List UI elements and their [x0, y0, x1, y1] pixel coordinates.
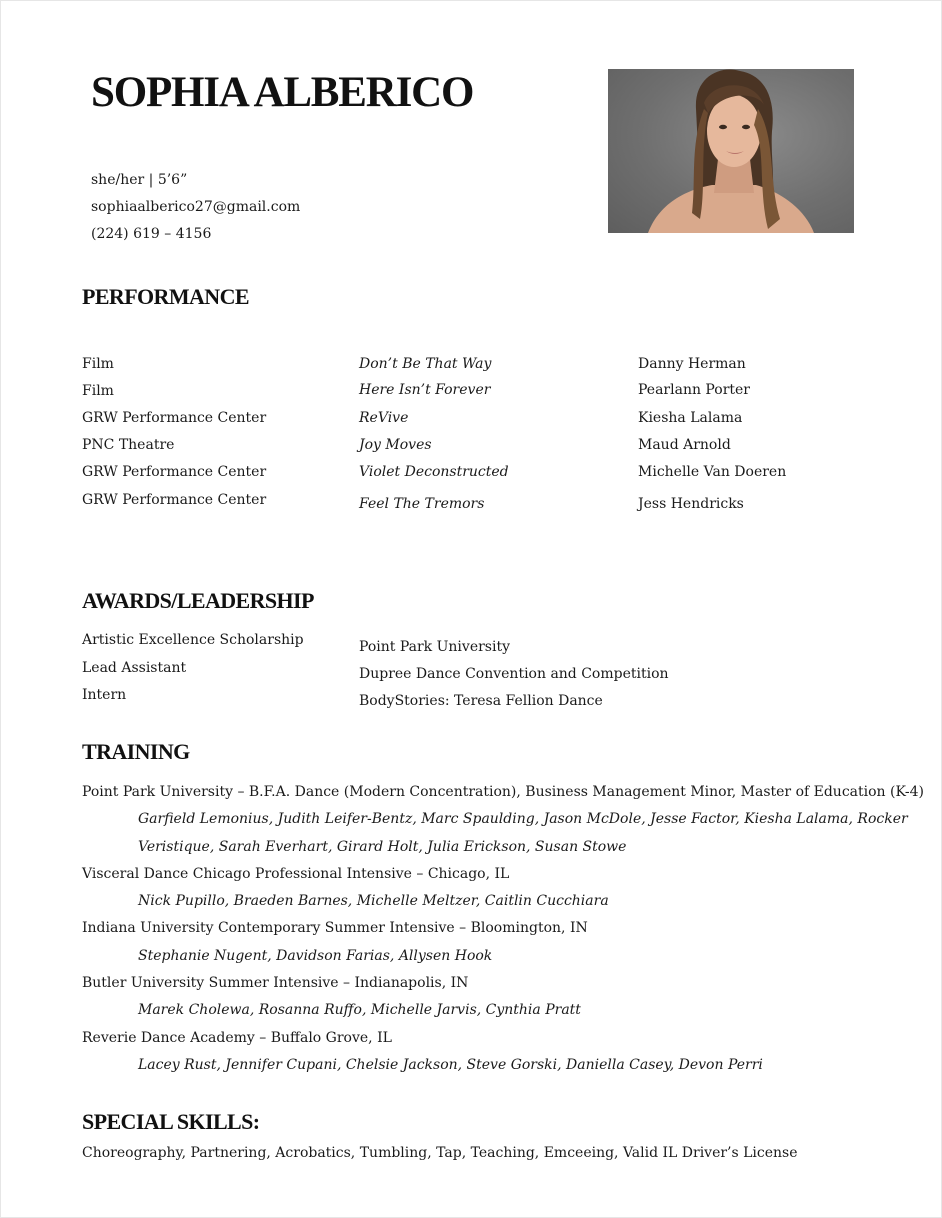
- performance-choreographer: Kiesha Lalama: [638, 410, 743, 426]
- award-role: Intern: [82, 687, 127, 703]
- email: sophiaalberico27@gmail.com: [91, 199, 301, 215]
- training-heading: TRAINING: [82, 739, 190, 764]
- performance-piece: Violet Deconstructed: [359, 464, 509, 480]
- performance-choreographer: Pearlann Porter: [638, 382, 750, 398]
- performance-venue: Film: [82, 356, 114, 372]
- training-instructors: Veristique, Sarah Everhart, Girard Holt, Julia Erickson, Susan Stowe: [138, 838, 627, 855]
- skills-text: Choreography, Partnering, Acrobatics, Tumbling, Tap, Teaching, Emceeing, Valid IL Driver’s License: [82, 1145, 798, 1161]
- award-organization: Point Park University: [359, 639, 510, 655]
- training-instructors: Nick Pupillo, Braeden Barnes, Michelle Meltzer, Caitlin Cucchiara: [138, 893, 609, 910]
- performance-venue: Film: [82, 383, 114, 399]
- performance-piece: Joy Moves: [359, 437, 432, 453]
- contact-block: [91, 167, 300, 248]
- award-role: Lead Assistant: [82, 660, 187, 676]
- performance-choreographer: Maud Arnold: [638, 437, 731, 453]
- training-instructors: Stephanie Nugent, Davidson Farias, Allysen Hook: [138, 947, 493, 964]
- performance-venue: PNC Theatre: [82, 437, 175, 453]
- pronouns-height: she/her | 5’6”: [91, 172, 188, 188]
- award-role: Artistic Excellence Scholarship: [82, 632, 304, 648]
- resume-name: SOPHIA ALBERICO: [91, 69, 474, 116]
- training-program: Indiana University Contemporary Summer Intensive – Bloomington, IN: [82, 920, 588, 937]
- performance-piece: Here Isn’t Forever: [359, 382, 491, 398]
- performance-piece: ReVive: [359, 410, 409, 426]
- performance-choreographer: Danny Herman: [638, 356, 746, 372]
- awards-heading: AWARDS/LEADERSHIP: [82, 588, 314, 613]
- training-program: Reverie Dance Academy – Buffalo Grove, IL: [82, 1029, 392, 1046]
- training-list: [82, 779, 924, 1079]
- performance-piece: Feel The Tremors: [359, 496, 485, 512]
- training-program: Point Park University – B.F.A. Dance (Modern Concentration), Business Management Minor, Master of Education (K-4): [82, 784, 925, 800]
- performance-heading: PERFORMANCE: [82, 284, 249, 309]
- performance-choreographer: Michelle Van Doeren: [638, 464, 787, 480]
- training-instructors: Garfield Lemonius, Judith Leifer-Bentz, Marc Spaulding, Jason McDole, Jesse Factor, Kiesha Lalama, Rocker: [138, 811, 908, 828]
- performance-venue: GRW Performance Center: [82, 464, 267, 480]
- award-organization: BodyStories: Teresa Fellion Dance: [359, 693, 603, 709]
- training-program: Butler University Summer Intensive – Indianapolis, IN: [82, 975, 469, 992]
- performance-piece: Don’t Be That Way: [359, 356, 492, 372]
- performance-venue: GRW Performance Center: [82, 410, 267, 426]
- training-instructors: Lacey Rust, Jennifer Cupani, Chelsie Jackson, Steve Gorski, Daniella Casey, Devon Perri: [138, 1056, 763, 1073]
- training-program: Visceral Dance Chicago Professional Intensive – Chicago, IL: [82, 865, 510, 882]
- performance-venue: GRW Performance Center: [82, 492, 267, 508]
- skills-heading: SPECIAL SKILLS:: [82, 1109, 260, 1134]
- training-instructors: Marek Cholewa, Rosanna Ruffo, Michelle Jarvis, Cynthia Pratt: [138, 1002, 581, 1019]
- performance-choreographer: Jess Hendricks: [638, 496, 744, 512]
- award-organization: Dupree Dance Convention and Competition: [359, 666, 669, 682]
- phone: (224) 619 – 4156: [91, 226, 212, 242]
- headshot-photo: [608, 69, 854, 233]
